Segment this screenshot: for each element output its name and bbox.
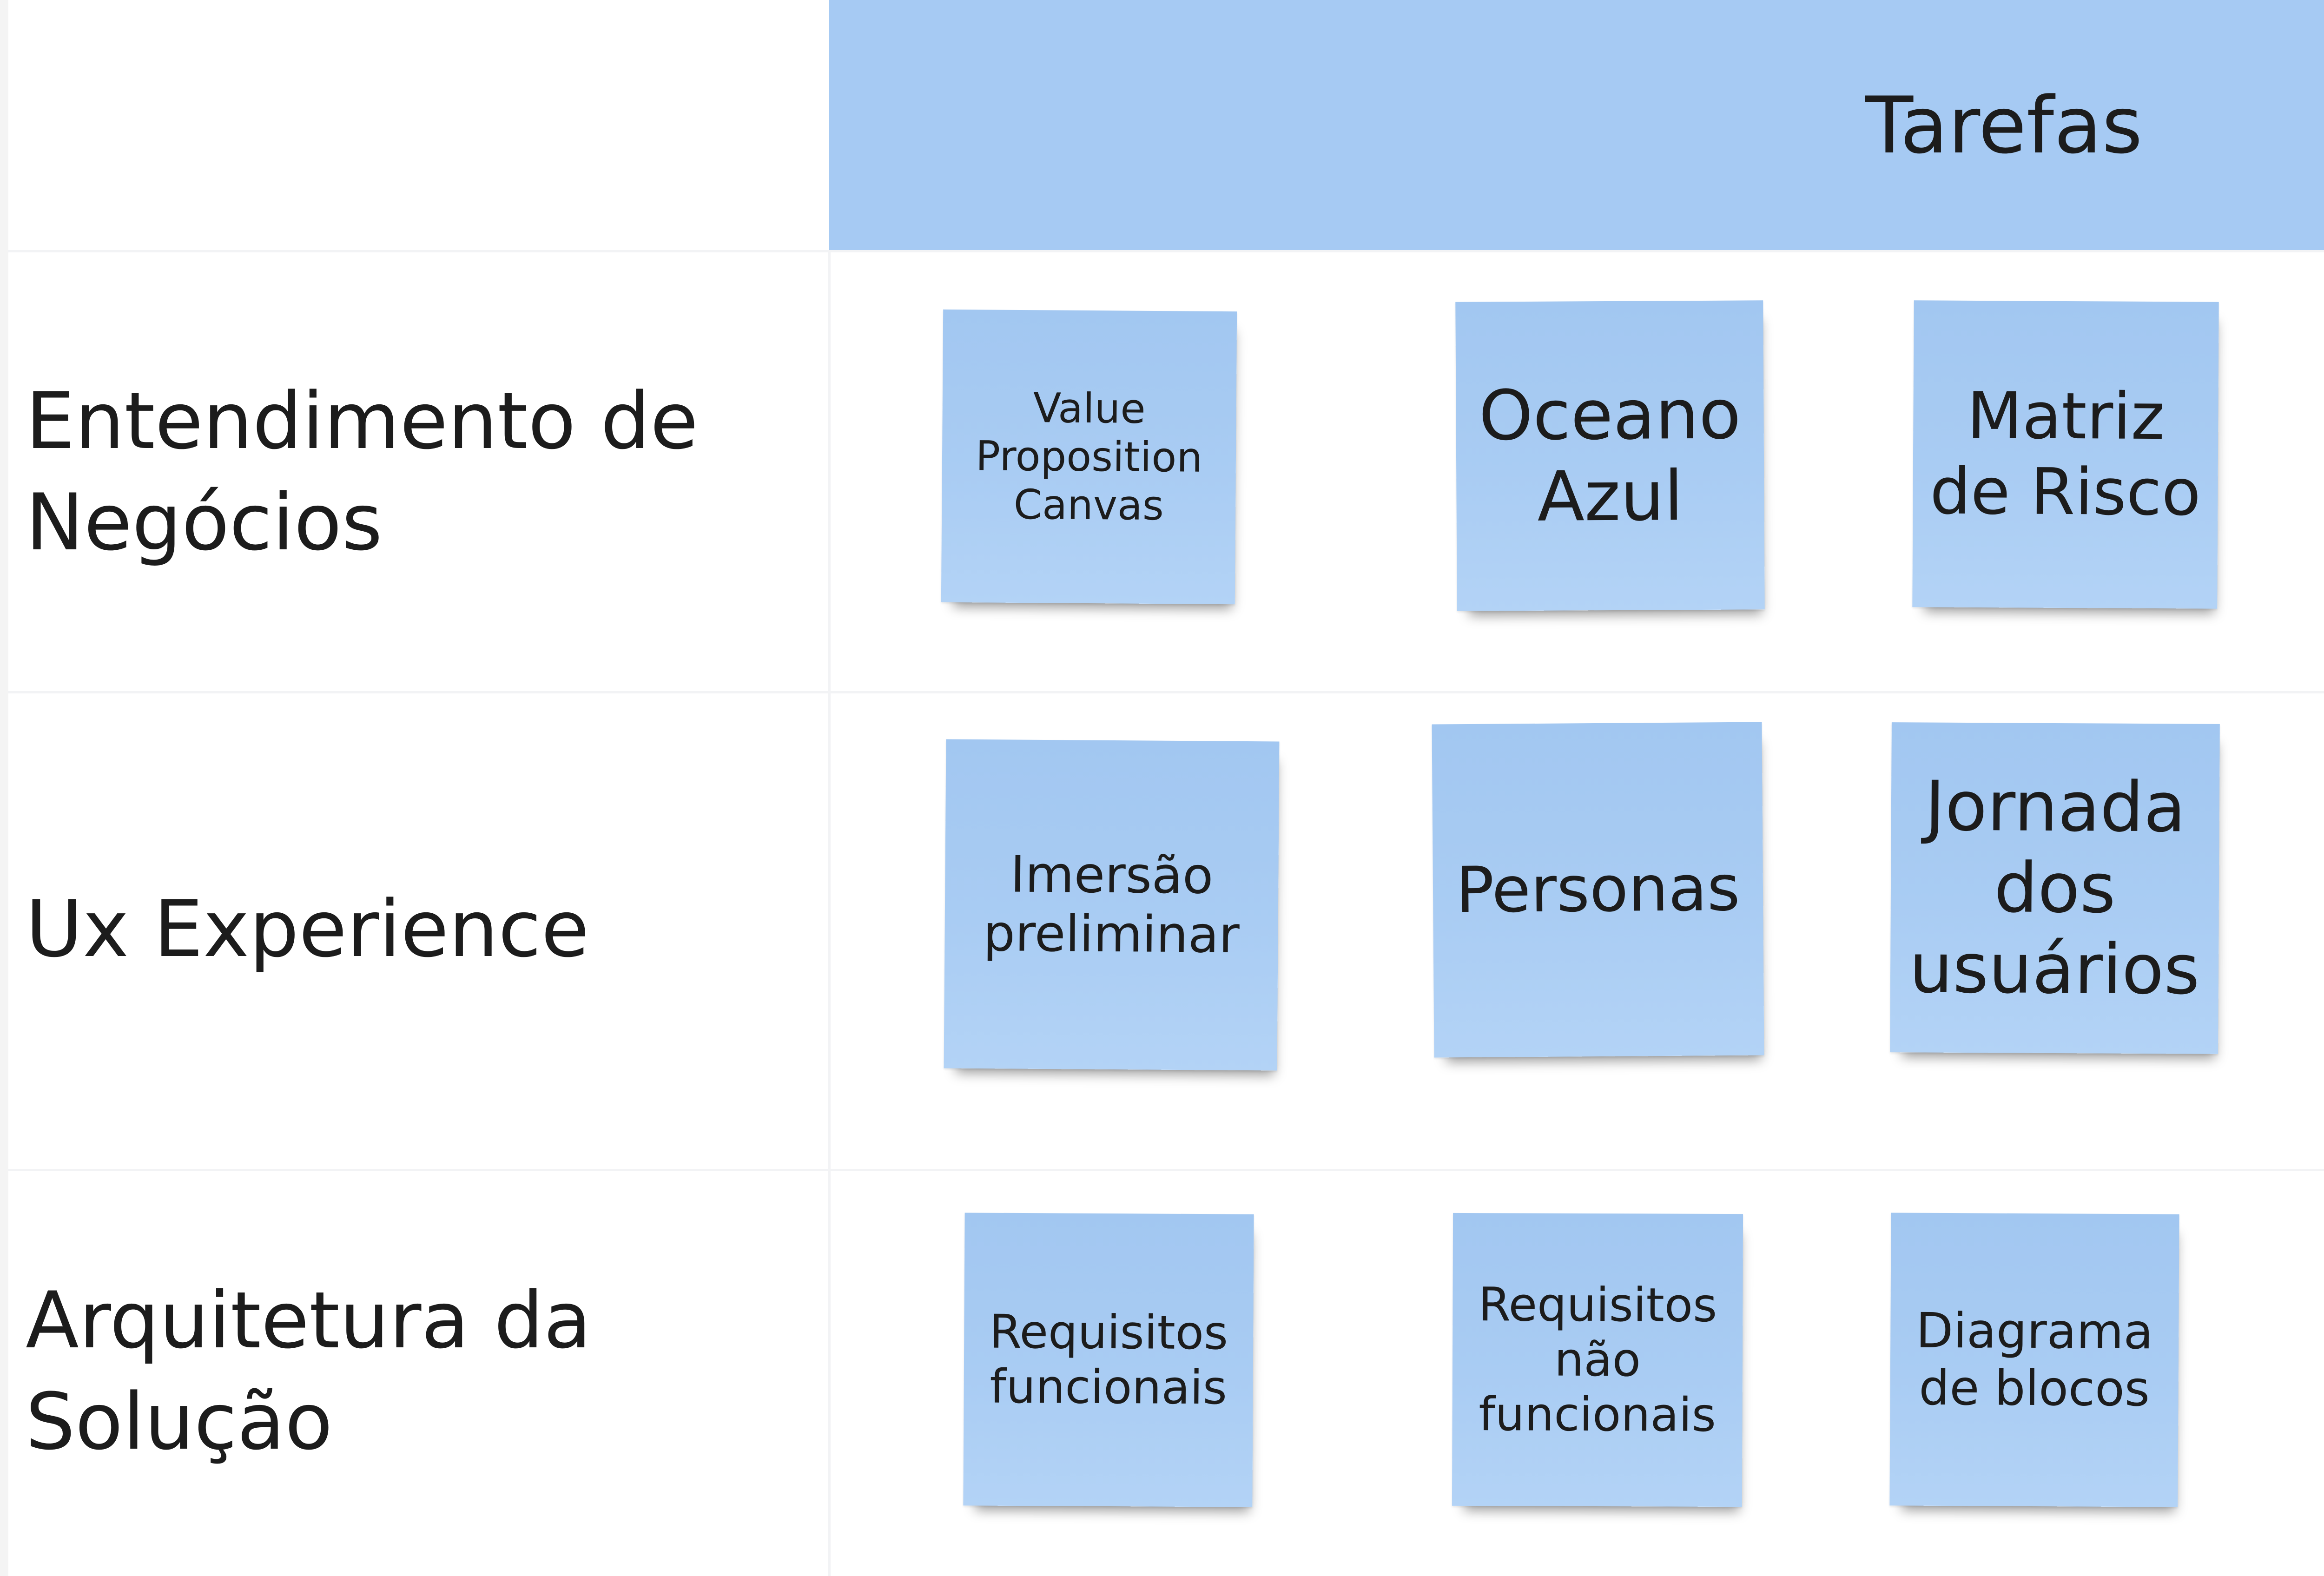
sticky-note-text: Value Proposition Canvas [975,384,1203,530]
row-label-ux[interactable] [26,878,589,980]
sticky-note-text: Personas [1455,852,1741,928]
row-divider [8,691,2324,693]
sticky-note[interactable] [944,739,1280,1071]
row-divider [8,1169,2324,1171]
row-divider [8,250,2324,252]
sticky-note-text: Matriz de Risco [1929,378,2201,530]
row-label-entendimento[interactable] [26,370,723,574]
sticky-note-text: Oceano Azul [1479,374,1741,537]
sticky-note[interactable] [963,1213,1254,1507]
sticky-note[interactable] [1912,300,2218,608]
left-edge-strip [0,0,8,1576]
sticky-note-text: Jornada dos usuários [1909,766,2200,1010]
column-divider [828,251,831,1576]
header-title[interactable]: Tarefas [1865,80,2143,171]
sticky-note-text: Diagrama de blocos [1915,1302,2153,1418]
row-label-text: Ux Experience [26,884,589,975]
sticky-note[interactable] [1455,300,1764,611]
sticky-note-text: Imersão preliminar [983,845,1240,964]
sticky-note[interactable] [1452,1213,1743,1507]
sticky-note[interactable] [1889,1213,2179,1507]
row-label-text: Arquitetura da Solução [26,1275,592,1468]
sticky-note[interactable] [1890,722,2220,1054]
sticky-note[interactable] [1432,722,1764,1058]
row-label-arquitetura[interactable] [26,1270,630,1473]
sticky-note[interactable] [941,310,1237,604]
row-label-text: Entendimento de Negócios [26,376,699,568]
sticky-note-text: Requisitos funcionais [989,1304,1228,1415]
sticky-note-text: Requisitos não funcionais [1478,1277,1717,1442]
